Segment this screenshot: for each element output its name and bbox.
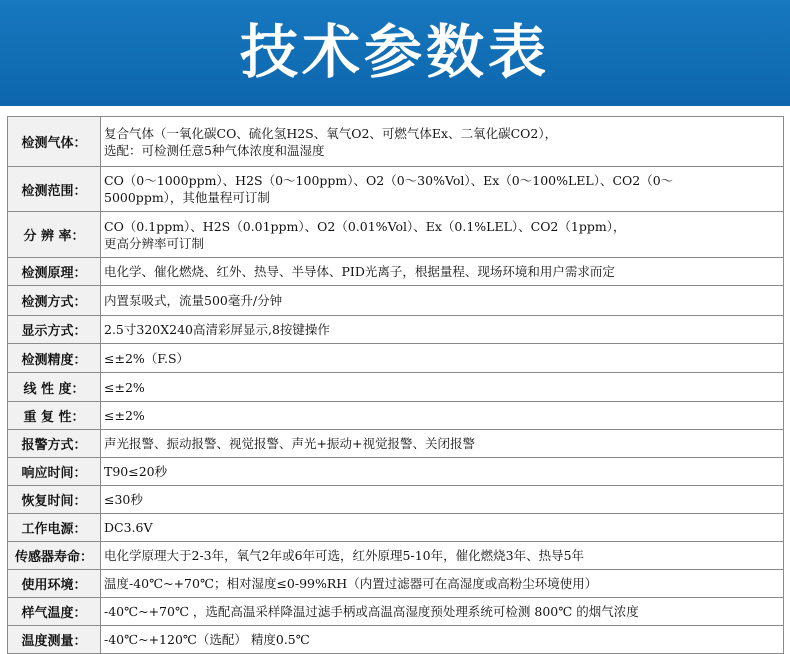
spec-value-line: ≤±2% <box>104 379 145 395</box>
spec-value <box>101 373 784 402</box>
spec-row <box>8 626 784 654</box>
spec-label: 显示方式： <box>8 316 101 344</box>
spec-label: 温度测量： <box>8 626 101 654</box>
spec-table <box>7 116 784 654</box>
spec-value-line: T90≤20秒 <box>104 464 168 479</box>
spec-value <box>101 570 784 598</box>
spec-value-line: 更高分辨率可订制 <box>104 235 205 251</box>
spec-label: 分 辨 率： <box>8 212 101 258</box>
spec-value <box>101 598 784 626</box>
spec-value-line: 声光报警、振动报警、视觉报警、声光+振动+视觉报警、关闭报警 <box>104 436 475 451</box>
spec-value-line: ≤±2%（F.S） <box>104 350 190 366</box>
spec-row <box>8 514 784 542</box>
spec-label: 工作电源： <box>8 514 101 542</box>
spec-value-line: 电化学原理大于2-3年，氧气2年或6年可选，红外原理5-10年，催化燃烧3年、热导5年 <box>104 548 585 563</box>
spec-label: 恢复时间： <box>8 486 101 514</box>
spec-label: 样气温度： <box>8 598 101 626</box>
spec-value <box>101 514 784 542</box>
spec-row <box>8 458 784 486</box>
spec-row <box>8 430 784 458</box>
spec-label: 使用环境： <box>8 570 101 598</box>
spec-row <box>8 373 784 402</box>
spec-row <box>8 598 784 626</box>
spec-row <box>8 212 784 258</box>
spec-row <box>8 570 784 598</box>
spec-value <box>101 167 784 212</box>
spec-row <box>8 286 784 316</box>
spec-label: 线 性 度： <box>8 373 101 402</box>
spec-row <box>8 258 784 286</box>
spec-row <box>8 344 784 373</box>
spec-row <box>8 402 784 430</box>
spec-value-line: 复合气体（一氧化碳CO、硫化氢H2S、氧气O2、可燃气体Ex、二氧化碳CO2）， <box>104 125 558 141</box>
spec-value-line: 5000ppm），其他量程可订制 <box>104 190 270 205</box>
spec-row <box>8 167 784 212</box>
spec-value-line: 电化学、催化燃烧、红外、热导、半导体、PID光离子，根据量程、现场环境和用户需求而定 <box>104 264 615 279</box>
spec-row <box>8 486 784 514</box>
spec-row <box>8 316 784 344</box>
spec-value <box>101 316 784 344</box>
spec-value-line: 选配：可检测任意5种气体浓度和温湿度 <box>104 142 325 158</box>
spec-label: 检测气体： <box>8 117 101 167</box>
spec-value <box>101 458 784 486</box>
spec-value-line: 内置泵吸式，流量500毫升/分钟 <box>104 293 283 308</box>
page-title: 技术参数表 <box>239 18 550 86</box>
spec-table-body <box>8 117 784 654</box>
spec-value-line: -40℃~+120℃（选配） 精度0.5℃ <box>104 632 310 647</box>
title-banner <box>0 0 790 106</box>
spec-value-line: CO（0～1000ppm）、H2S（0～100ppm）、O2（0～30%Vol）、Ex（0～100%LEL）、CO2（0～ <box>104 173 674 188</box>
spec-value <box>101 117 784 167</box>
spec-value-line: DC3.6V <box>104 520 153 535</box>
spec-label: 检测方式： <box>8 286 101 316</box>
spec-value-line: ≤±2% <box>104 408 145 423</box>
spec-value-line: ≤30秒 <box>104 492 143 507</box>
spec-value-line: CO（0.1ppm）、H2S（0.01ppm）、O2（0.01%Vol）、Ex（0.1%LEL）、CO2（1ppm）， <box>104 218 626 234</box>
spec-label: 检测范围： <box>8 167 101 212</box>
spec-value-line: 温度-40℃~+70℃；相对湿度≤0-99%RH（内置过滤器可在高湿度或高粉尘环境使用） <box>104 576 598 591</box>
spec-value <box>101 258 784 286</box>
spec-label: 重 复 性： <box>8 402 101 430</box>
spec-value <box>101 402 784 430</box>
spec-value <box>101 286 784 316</box>
spec-value-line: 2.5寸320X240高清彩屏显示,8按键操作 <box>104 322 330 337</box>
spec-value-line: -40℃~+70℃ ，选配高温采样降温过滤手柄或高温高湿度预处理系统可检测 800℃ 的烟气浓度 <box>104 604 639 619</box>
spec-label: 传感器寿命： <box>8 542 101 570</box>
spec-label: 检测精度： <box>8 344 101 373</box>
spec-label: 报警方式： <box>8 430 101 458</box>
spec-label: 响应时间： <box>8 458 101 486</box>
spec-value <box>101 430 784 458</box>
spec-value <box>101 212 784 258</box>
spec-row <box>8 117 784 167</box>
spec-label: 检测原理： <box>8 258 101 286</box>
spec-value <box>101 626 784 654</box>
spec-value <box>101 344 784 373</box>
spec-row <box>8 542 784 570</box>
spec-value <box>101 486 784 514</box>
spec-value <box>101 542 784 570</box>
